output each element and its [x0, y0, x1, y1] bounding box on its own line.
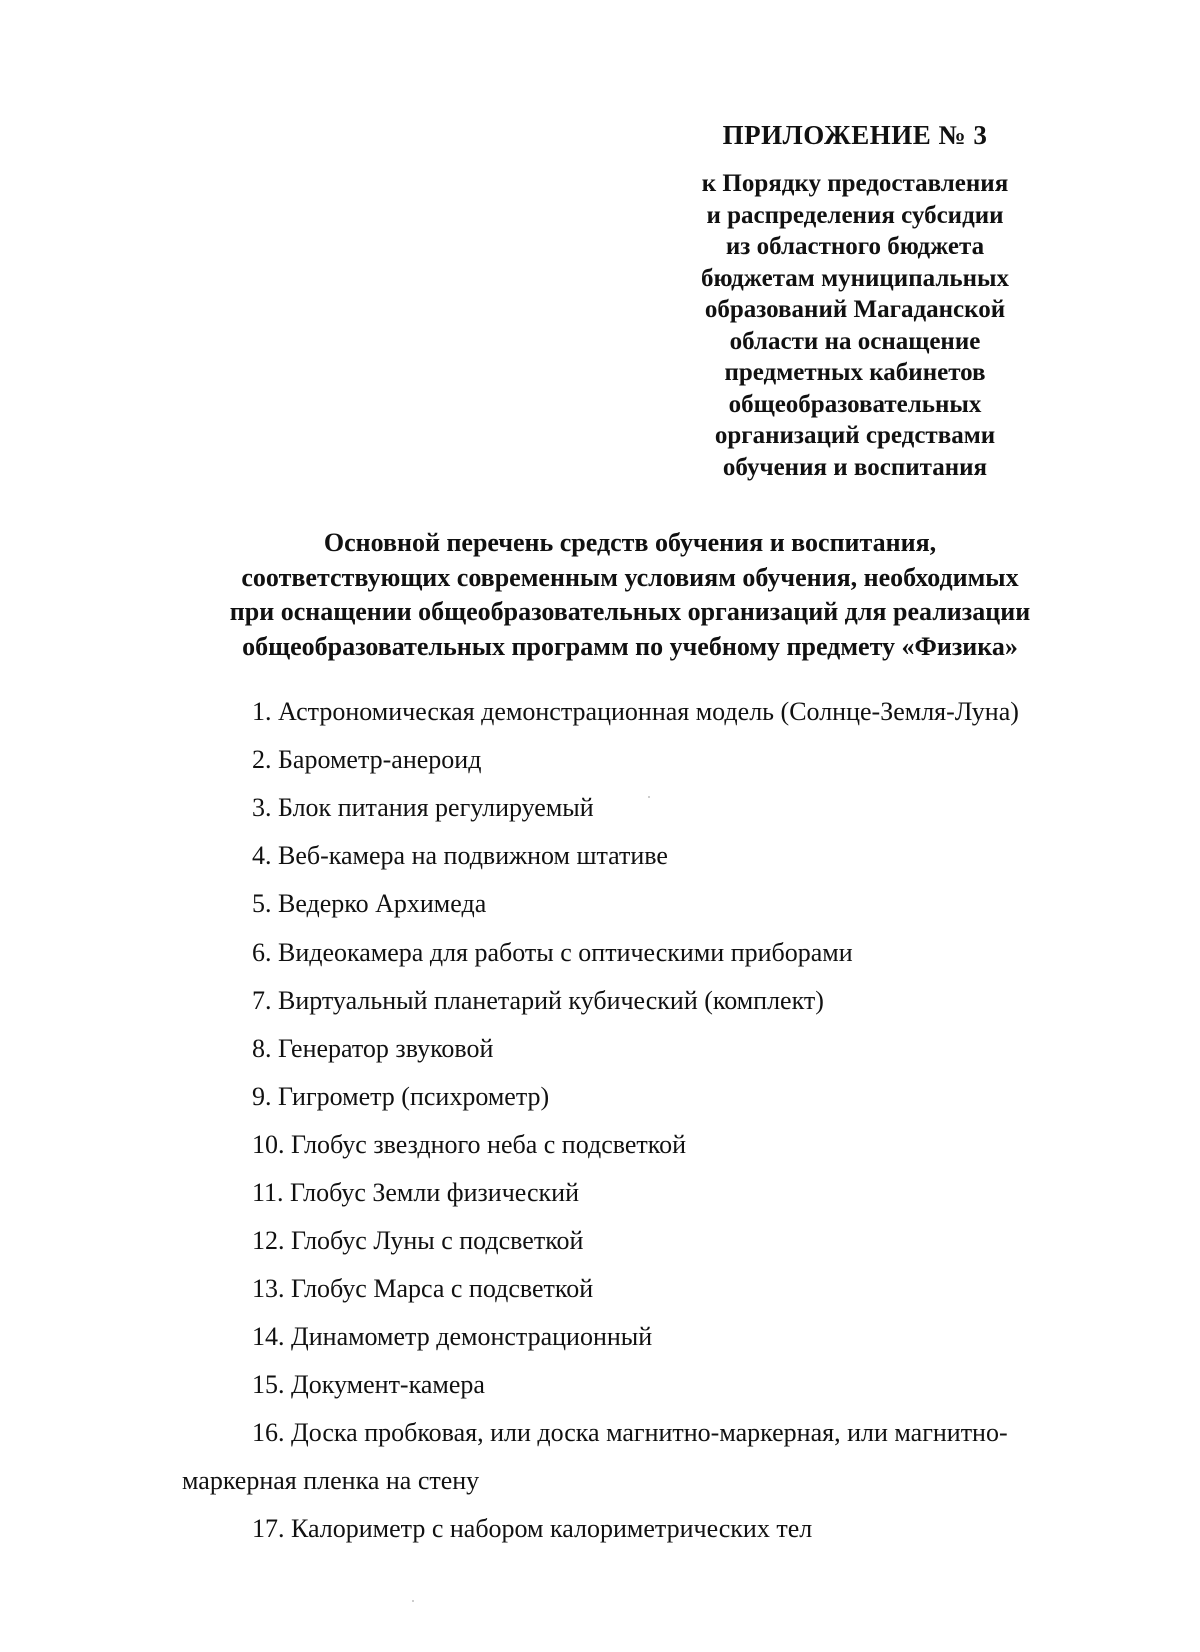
list-item: 13. Глобус Марса с подсветкой	[252, 1274, 594, 1303]
appendix-title: ПРИЛОЖЕНИЕ № 3	[722, 120, 988, 150]
list-item-continuation: маркерная пленка на стену	[182, 1466, 480, 1495]
list-item: 7. Виртуальный планетарий кубический (комплект)	[252, 986, 824, 1015]
list-item: 4. Веб-камера на подвижном штативе	[252, 841, 668, 870]
list-item: 14. Динамометр демонстрационный	[252, 1322, 653, 1351]
heading-line: общеобразовательных программ по учебному предмету «Физика»	[242, 631, 1018, 661]
appendix-line: из областного бюджета	[725, 233, 985, 260]
scan-artifact	[648, 796, 650, 798]
appendix-line: предметных кабинетов	[724, 359, 986, 386]
appendix-line: к Порядку предоставления	[701, 170, 1009, 197]
appendix-line: обучения и воспитания	[722, 453, 988, 481]
list-item: 2. Барометр-анероид	[252, 745, 482, 774]
list-item: 16. Доска пробковая, или доска магнитно-маркерная, или магнитно-	[252, 1418, 1008, 1447]
list-item: 17. Калориметр с набором калориметрических тел	[252, 1514, 813, 1543]
list-item: 11. Глобус Земли физический	[252, 1178, 579, 1207]
appendix-line: бюджетам муниципальных	[700, 264, 1010, 292]
list-item: 3. Блок питания регулируемый	[252, 793, 594, 822]
appendix-line: общеобразовательных	[728, 390, 982, 418]
scan-artifact	[412, 1600, 414, 1602]
appendix-line: образований Магаданской	[704, 296, 1006, 323]
list-item: 6. Видеокамера для работы с оптическими приборами	[252, 938, 853, 967]
list-item: 8. Генератор звуковой	[252, 1034, 494, 1063]
appendix-line: и распределения субсидии	[706, 201, 1004, 229]
list-item: 9. Гигрометр (психрометр)	[252, 1082, 550, 1111]
list-item: 1. Астрономическая демонстрационная модель (Солнце-Земля-Луна)	[252, 697, 1019, 726]
list-item: 10. Глобус звездного неба с подсветкой	[252, 1130, 686, 1159]
heading-line: Основной перечень средств обучения и воспитания,	[323, 528, 937, 557]
list-item: 15. Документ-камера	[252, 1370, 485, 1399]
heading-line: при оснащении общеобразовательных организаций для реализации	[229, 597, 1031, 626]
list-item: 5. Ведерко Архимеда	[252, 889, 487, 918]
appendix-line: области на оснащение	[729, 327, 981, 355]
appendix-line: организаций средствами	[714, 422, 996, 449]
list-item: 12. Глобус Луны с подсветкой	[252, 1226, 584, 1255]
heading-line: соответствующих современным условиям обучения, необходимых	[241, 562, 1019, 592]
